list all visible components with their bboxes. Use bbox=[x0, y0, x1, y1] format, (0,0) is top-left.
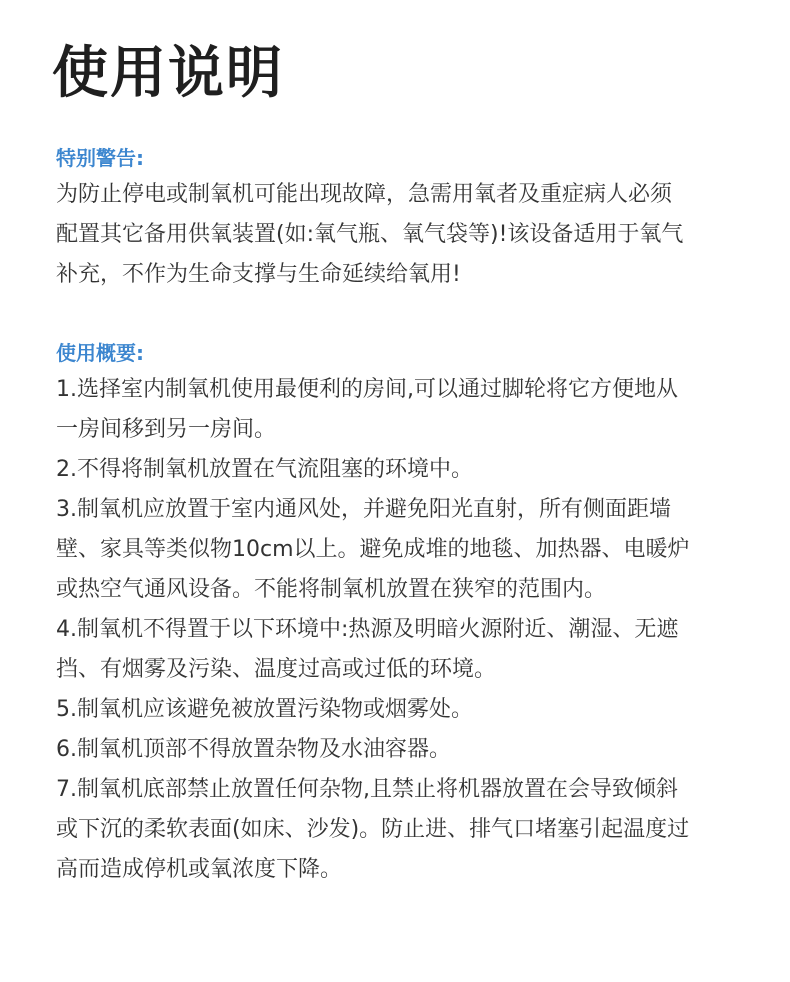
usage-line: 3.制氧机应放置于室内通风处，并避免阳光直射，所有侧面距墙 bbox=[56, 497, 671, 522]
warning-section bbox=[56, 141, 756, 295]
usage-item-1 bbox=[56, 370, 746, 450]
usage-item-6 bbox=[56, 730, 746, 770]
usage-line: 或热空气通风设备。不能将制氧机放置在狭窄的范围内。 bbox=[56, 577, 607, 602]
usage-line: 挡、有烟雾及污染、温度过高或过低的环境。 bbox=[56, 657, 497, 682]
page-title: 使用说明 bbox=[52, 41, 284, 106]
usage-section bbox=[56, 336, 756, 890]
warning-line: 配置其它备用供氧装置(如:氧气瓶、氧气袋等)!该设备适用于氧气 bbox=[56, 222, 684, 247]
usage-line: 1.选择室内制氧机使用最便利的房间,可以通过脚轮将它方便地从 bbox=[56, 377, 678, 402]
warning-line: 为防止停电或制氧机可能出现故障，急需用氧者及重症病人必须 bbox=[56, 182, 673, 207]
usage-line: 5.制氧机应该避免被放置污染物或烟雾处。 bbox=[56, 697, 473, 722]
warning-heading: 特别警告: bbox=[56, 146, 144, 170]
usage-item-4 bbox=[56, 610, 746, 690]
usage-line: 或下沉的柔软表面(如床、沙发)。防止进、排气口堵塞引起温度过 bbox=[56, 817, 690, 842]
usage-line: 壁、家具等类似物10cm以上。避免成堆的地毯、加热器、电暖炉 bbox=[56, 537, 690, 562]
usage-heading: 使用概要: bbox=[56, 341, 144, 365]
usage-line: 6.制氧机顶部不得放置杂物及水油容器。 bbox=[56, 737, 451, 762]
usage-item-7 bbox=[56, 770, 746, 890]
warning-line: 补充，不作为生命支撑与生命延续给氧用! bbox=[56, 262, 461, 287]
usage-item-2 bbox=[56, 450, 746, 490]
usage-line: 2.不得将制氧机放置在气流阻塞的环境中。 bbox=[56, 457, 473, 482]
usage-line: 高而造成停机或氧浓度下降。 bbox=[56, 857, 343, 882]
warning-text bbox=[56, 175, 746, 295]
usage-item-3 bbox=[56, 490, 746, 610]
usage-line: 4.制氧机不得置于以下环境中:热源及明暗火源附近、潮湿、无遮 bbox=[56, 617, 679, 642]
usage-item-5 bbox=[56, 690, 746, 730]
usage-line: 一房间移到另一房间。 bbox=[56, 417, 277, 442]
usage-line: 7.制氧机底部禁止放置任何杂物,且禁止将机器放置在会导致倾斜 bbox=[56, 777, 678, 802]
